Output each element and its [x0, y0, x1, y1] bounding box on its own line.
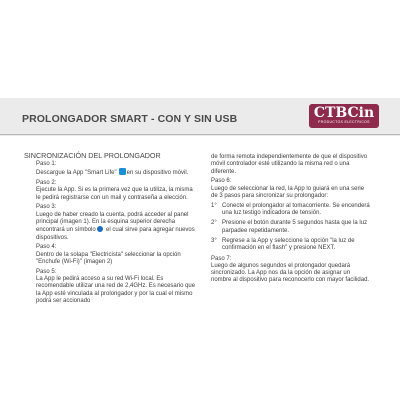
step-text — [36, 212, 196, 242]
step-label: Paso 6: — [211, 178, 232, 185]
right-column — [211, 154, 371, 287]
item-number: 3° — [211, 237, 217, 244]
step-text — [36, 168, 196, 177]
item-text: Regrese a la App y seleccione la opción "la luz de confirmación en el flash" y presione NEXT. — [222, 237, 355, 252]
step-5-continued — [211, 154, 371, 176]
numbered-item — [211, 238, 371, 253]
step-6 — [211, 178, 371, 200]
step-text: Luego de algunos segundos el prolongador quedará sincronizado. La App nos da la opción de asignar un nombre al dispositivo para reconocerlo con mayor facilidad. — [211, 262, 370, 284]
item-text: Presione el botón durante 5 segundos hasta que la luz parpadee repetidamente. — [222, 220, 368, 234]
brand-logo — [309, 104, 379, 128]
logo-text: CTBCin — [313, 105, 375, 121]
step-text-part: el cual sirve para agregar nuevos dispositivos. — [36, 227, 195, 241]
document-title: PROLONGADOR SMART - CON Y SIN USB — [22, 113, 238, 125]
item-number: 2° — [211, 220, 217, 227]
left-column — [36, 161, 196, 308]
step-text-part: en su dispositivo móvil. — [126, 170, 189, 177]
step-text: Luego de seleccionar la red, la App lo guiará en una serie de 3 pasos para sincronizar su prolongador: — [211, 185, 365, 199]
step-text: La App le pedirá acceso a su red Wi-Fi local. Es recomendable utilizar una red de 2,4GHz. Es necesario que la App esté vinculada al prolongador y por la cual el mismo podrá ser accionado — [36, 276, 196, 305]
step-7 — [211, 256, 371, 285]
step-label: Paso 1: — [36, 161, 57, 167]
step-text-part: Luego de haber creado la cuenta, podrá acceder al panel principal (imagen 1). En la esquina superior derecha encontrará un símbolo — [36, 211, 189, 234]
step-2 — [36, 180, 196, 202]
step-label: Paso 7: — [211, 255, 232, 262]
step-3 — [36, 204, 196, 241]
step-text: de forma remota independientemente de que el dispositivo móvil controlador esté utilizando la misma red o una diferente. — [211, 154, 368, 175]
item-number: 1° — [211, 202, 217, 209]
numbered-item — [211, 220, 371, 235]
step-label: Paso 5: — [36, 268, 57, 275]
step-text: Dentro de la solapa "Electricista" seleccionar la opción "Enchufe (Wi-Fi)" (imagen 2) — [36, 251, 181, 266]
step-1 — [36, 161, 196, 178]
step-text-part: Descargue la App "Smart Life" — [36, 170, 117, 177]
add-device-icon — [97, 226, 103, 232]
step-label: Paso 2: — [36, 180, 57, 187]
step-5 — [36, 269, 196, 305]
step-text: Ejecute la App. Si es la primera vez que la utiliza, la misma le pedirá registrarse con un mail y contraseña a elección. — [36, 187, 193, 201]
step-4 — [36, 244, 196, 266]
item-text: Conecte el prolongador al tomacorriente. Se encenderá una luz testigo indicadora de tensión. — [222, 202, 370, 217]
logo-subtitle: PRODUCTOS ELECTRICOS — [318, 120, 370, 124]
step-label: Paso 3: — [36, 204, 57, 211]
header-divider — [0, 134, 400, 135]
section-title: SINCRONIZACIÓN DEL PROLONGADOR — [24, 151, 161, 160]
smart-life-app-icon — [119, 168, 126, 175]
numbered-item — [211, 203, 371, 218]
step-label: Paso 4: — [36, 244, 57, 251]
